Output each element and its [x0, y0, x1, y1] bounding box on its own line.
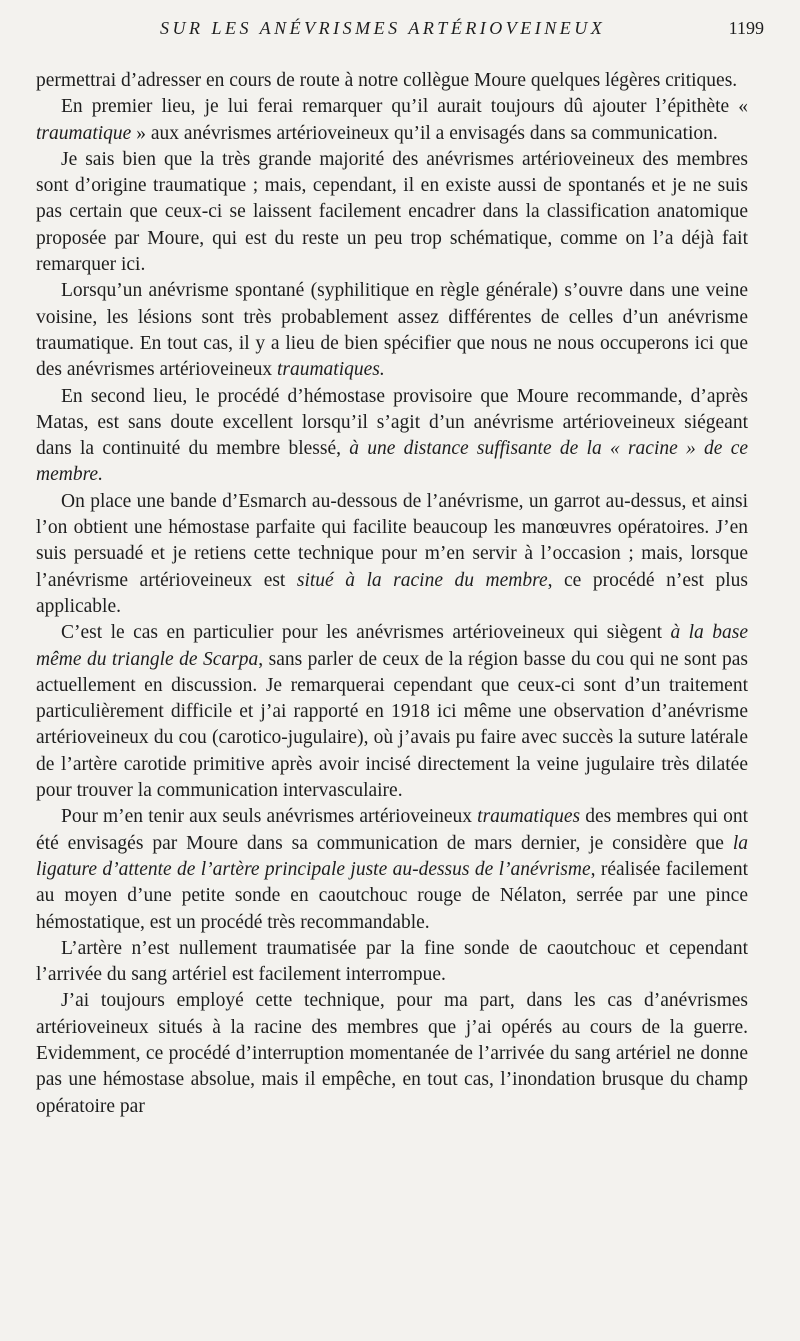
body-text	[36, 68, 748, 1120]
paragraph	[36, 94, 748, 147]
paragraph	[36, 489, 748, 620]
paragraph	[36, 68, 748, 94]
text-run: » aux anévrismes artérioveineux qu’il a envisagés dans sa communication.	[131, 122, 718, 144]
paragraph	[36, 804, 748, 935]
paragraph	[36, 988, 748, 1119]
text-run: On place une bande d’Esmarch au-dessous de l’anévrisme, un garrot au-dessus, et ainsi l’on obtient une hémostase parfaite qui facilite beaucoup les manœuvres opératoires. J’en suis persuadé et je retiens cette technique pour m’en servir à l’occasion ; mais, lorsque l’anévrisme artérioveineux est	[36, 490, 748, 591]
text-run: Je sais bien que la très grande majorité des anévrismes artérioveineux des membres sont d’origine traumatique ; mais, cependant, il en existe aussi de spontanés et je ne suis pas certain que ceux-ci se laissent facilement encadrer dans la classification anatomique proposée par Moure, qui est du reste un peu trop schématique, comme on l’a déjà fait remarquer ici.	[36, 148, 748, 276]
paragraph	[36, 278, 748, 383]
paragraph	[36, 620, 748, 804]
text-run: En premier lieu, je lui ferai remarquer qu’il aurait toujours dû ajouter l’épithète «	[61, 96, 748, 118]
text-run: , ce procédé n’est plus applicable.	[36, 569, 748, 617]
text-run: Pour m’en tenir aux seuls anévrismes artérioveineux	[61, 806, 478, 828]
italic-run: à la base même du triangle de Scarpa	[36, 622, 748, 670]
text-run: Lorsqu’un anévrisme spontané (syphilitique en règle générale) s’ouvre dans une veine voisine, les lésions sont très probablement assez différentes de celles d’un anévrisme traumatique. En tout cas, il y a lieu de bien spécifier que nous ne nous occuperons ici que des anévrismes artérioveineux	[36, 280, 748, 381]
text-run: , réalisée facilement au moyen d’une petite sonde en caoutchouc rouge de Nélaton, serrée par une pince hémostatique, est un procédé très recommandable.	[36, 858, 748, 933]
paragraph	[36, 384, 748, 489]
running-title: SUR LES ANÉVRISMES ARTÉRIOVEINEUX	[160, 18, 606, 38]
italic-run: traumatiques.	[276, 359, 385, 381]
text-run: L’artère n’est nullement traumatisée par la fine sonde de caoutchouc et cependant l’arrivée du sang artériel est facilement interrompue.	[36, 937, 748, 986]
italic-run: situé à la racine du membre	[296, 569, 548, 591]
italic-run: traumatique	[36, 122, 132, 144]
text-run: C’est le cas en particulier pour les anévrismes artérioveineux qui siègent	[61, 622, 671, 644]
paragraph	[36, 936, 748, 989]
paragraph	[36, 147, 748, 278]
text-run: , sans parler de ceux de la région basse du cou qui ne sont pas actuellement en discussion. Je remarquerai cependant que ceux-ci sont d’un traitement particulièrement difficile et j’ai rapporté en 1918 ici même une observation d’anévrisme artérioveineux du cou (carotico-jugulaire), où j’avais pu faire avec succès la suture latérale de l’artère carotide primitive après avoir incisé directement la veine jugulaire très dilatée pour trouver la communication intervasculaire.	[36, 648, 748, 802]
page-number: 1199	[728, 18, 764, 38]
italic-run: à une distance suffisante de la « racine » de ce membre.	[36, 438, 749, 486]
text-run: J’ai toujours employé cette technique, pour ma part, dans les cas d’anévrismes artérioveineux situés à la racine des membres que j’ai opérés au cours de la guerre. Evidemment, ce procédé d’interruption momentanée de l’arrivée du sang artériel ne donne pas une hémostase absolue, mais il empêche, en tout cas, l’inondation brusque du champ opératoire par	[36, 990, 748, 1117]
text-run: En second lieu, le procédé d’hémostase provisoire que Moure recommande, d’après Matas, est sans doute excellent lorsqu’il s’agit d’un anévrisme artérioveineux siégeant dans la continuité du membre blessé,	[36, 385, 748, 460]
running-head	[0, 18, 800, 46]
italic-run: traumatiques	[477, 806, 581, 828]
text-run: des membres qui ont été envisagés par Moure dans sa communication de mars dernier, je considère que	[36, 806, 748, 854]
text-run: permettrai d’adresser en cours de route à notre collègue Moure quelques légères critiques.	[36, 70, 738, 91]
italic-run: la ligature d’attente de l’artère principale juste au-dessus de l’anévrisme	[36, 832, 748, 880]
